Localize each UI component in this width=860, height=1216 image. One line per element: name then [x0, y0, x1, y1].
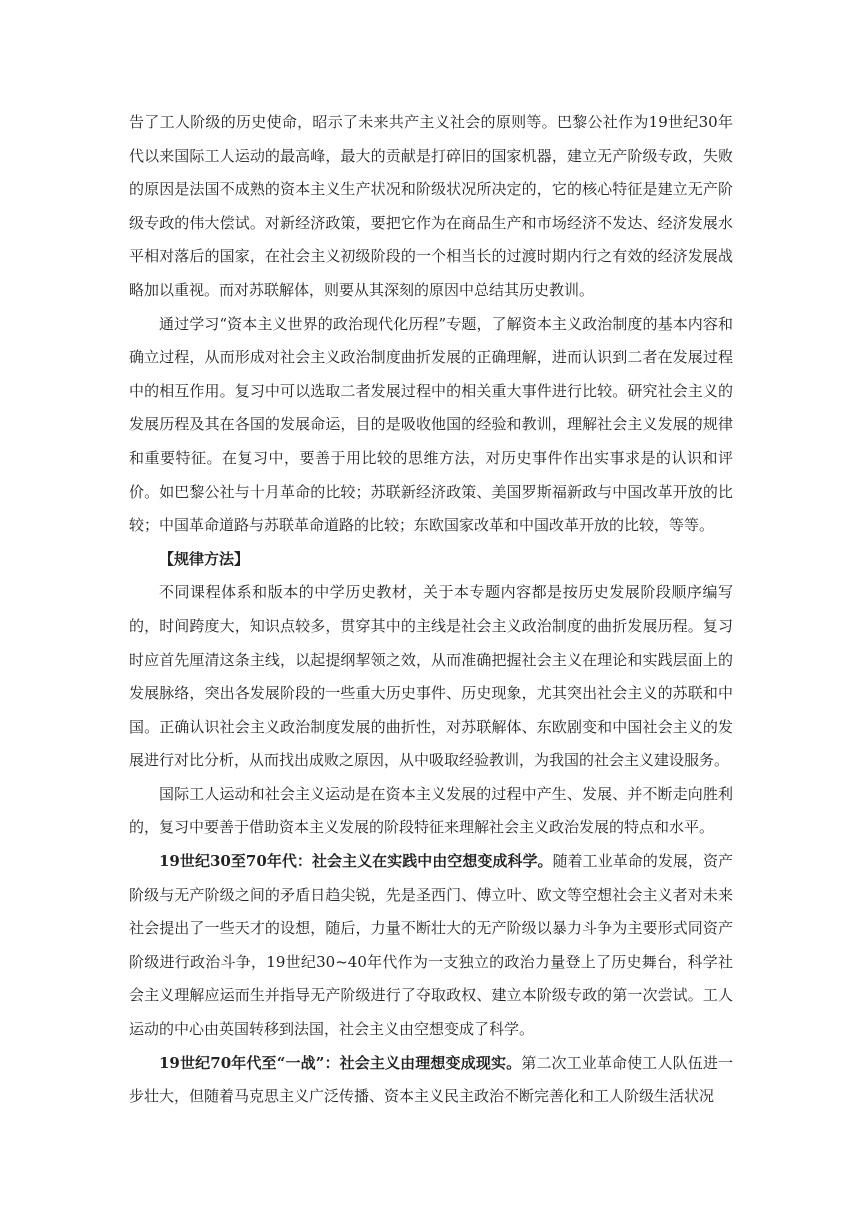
paragraph-4: 国际工人运动和社会主义运动是在资本主义发展的过程中产生、发展、并不断走向胜利的，复习中要善于借助资本主义发展的阶段特征来理解社会主义政治发展的特点和水平。 [129, 784, 733, 837]
paragraph-5-lead: 19世纪30至70年代：社会主义在实践中由空想变成科学。 [159, 852, 553, 871]
paragraph-5 [129, 845, 733, 1047]
paragraph-6 [129, 1047, 733, 1114]
paragraph-3: 不同课程体系和版本的中学历史教材，关于本专题内容都是按历史发展阶段顺序编写的，时间跨度大，知识点较多，贯穿其中的主线是社会主义政治制度的曲折发展历程。复习时应首先厘清这条主线，以起提纲挈领之效，从而准确把握社会主义在理论和实践层面上的发展脉络，突出各发展阶段的一些重大历史事件、历史现象，尤其突出社会主义的苏联和中国。正确认识社会主义政治制度发展的曲折性，对苏联解体、东欧剧变和中国社会主义的发展进行对比分析，从而找出成败之原因，从中吸取经验教训，为我国的社会主义建设服务。 [129, 583, 733, 770]
paragraph-2: 通过学习“资本主义世界的政治现代化历程”专题，了解资本主义政治制度的基本内容和确立过程，从而形成对社会主义政治制度曲折发展的正确理解，进而认识到二者在发展过程中的相互作用。复习中可以选取二者发展过程中的相关重大事件进行比较。研究社会主义的发展历程及其在各国的发展命运，目的是吸收他国的经验和教训，理解社会主义发展的规律和重要特征。在复习中，要善于用比较的思维方法，对历史事件作出实事求是的认识和评价。如巴黎公社与十月革命的比较；苏联新经济政策、美国罗斯福新政与中国改革开放的比较；中国革命道路与苏联革命道路的比较；东欧国家改革和中国改革开放的比较，等等。 [129, 314, 733, 535]
paragraph-1: 告了工人阶级的历史使命，昭示了未来共产主义社会的原则等。巴黎公社作为19世纪30年代以来国际工人运动的最高峰，最大的贡献是打碎旧的国家机器，建立无产阶级专政，失败的原因是法国不成熟的资本主义生产状况和阶级状况所决定的，它的核心特征是建立无产阶级专政的伟大偿试。对新经济政策，要把它作为在商品生产和市场经济不发达、经济发展水平相对落后的国家，在社会主义初级阶段的一个相当长的过渡时期内行之有效的经济发展战略加以重视。而对苏联解体，则要从其深刻的原因中总结其历史教训。 [129, 113, 733, 299]
paragraph-6-lead: 19世纪70年代至“一战”：社会主义由理想变成现实。 [159, 1053, 522, 1072]
section-heading: 【规律方法】 [159, 549, 250, 568]
document-page [129, 106, 733, 1114]
paragraph-5-body: 随着工业革命的发展，资产阶级与无产阶级之间的矛盾日趋尖锐，先是圣西门、傅立叶、欧文等空想社会主义者对未来社会提出了一些天才的设想，随后，力量不断壮大的无产阶级以暴力斗争为主要形式同资产阶级进行政治斗争，19世纪30~40年代作为一支独立的政治力量登上了历史舞台，科学社会主义理解应运而生并指导无产阶级进行了夺取政权、建立本阶级专政的第一次尝试。工人运动的中心由英国转移到法国，社会主义由空想变成了科学。 [129, 852, 733, 1039]
paragraph-6-body: 第二次工业革命使工人队伍进一步壮大，但随着马克思主义广泛传播、资本主义民主政治不断完善化和工人阶级生活状况 [129, 1053, 733, 1106]
